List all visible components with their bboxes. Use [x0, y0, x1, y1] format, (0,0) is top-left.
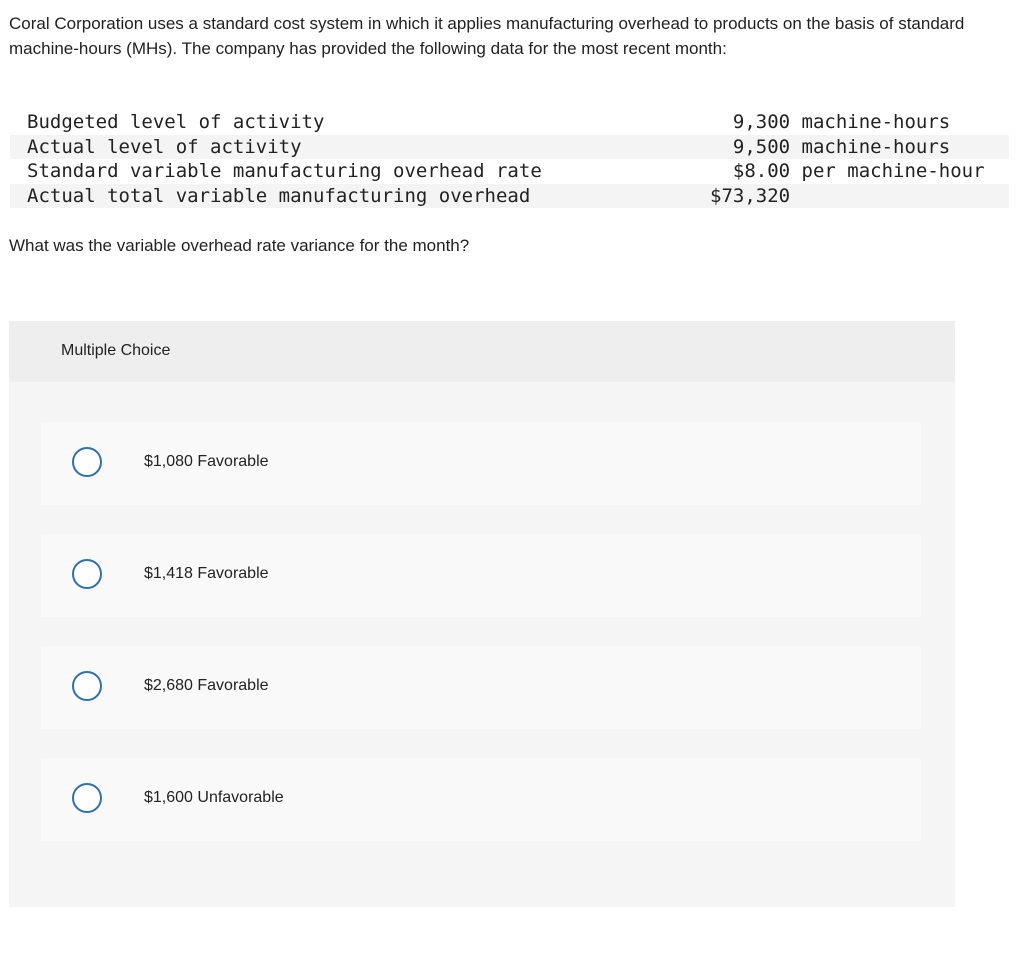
answer-option-3[interactable]: [41, 646, 921, 729]
question-intro: Coral Corporation uses a standard cost system in which it applies manufacturing overhead to products on the basis of standard machine-hours (MHs). The company has provided the following data for the most recent month:: [9, 14, 965, 58]
answer-option-label: $1,600 Unfavorable: [144, 789, 284, 806]
data-label: Standard variable manufacturing overhead rate: [27, 160, 542, 182]
data-row-standard-rate: [10, 159, 1009, 184]
data-row-actual-activity: [10, 135, 1009, 160]
data-label: Actual level of activity: [27, 135, 302, 158]
multiple-choice-title: Multiple Choice: [61, 342, 171, 359]
radio-button-icon[interactable]: [72, 447, 102, 477]
question-prompt: What was the variable overhead rate variance for the month?: [9, 236, 470, 255]
answer-option-2[interactable]: [41, 534, 921, 617]
answer-option-label: $2,680 Favorable: [144, 677, 269, 694]
radio-button-icon[interactable]: [72, 559, 102, 589]
data-value: $8.00 per machine-hour: [710, 160, 985, 182]
answer-option-1[interactable]: [41, 422, 921, 505]
data-table: [10, 110, 1009, 208]
radio-button-icon[interactable]: [72, 783, 102, 813]
data-value: $73,320: [710, 184, 791, 207]
data-label: Budgeted level of activity: [27, 111, 325, 133]
answer-option-label: $1,418 Favorable: [144, 565, 269, 582]
data-label: Actual total variable manufacturing overhead: [27, 184, 531, 207]
answer-option-label: $1,080 Favorable: [144, 453, 269, 470]
data-row-budgeted-activity: [10, 110, 1009, 135]
multiple-choice-header: [9, 321, 955, 382]
radio-button-icon[interactable]: [72, 671, 102, 701]
data-value: 9,500 machine-hours: [710, 135, 951, 158]
data-row-actual-overhead: [10, 184, 1009, 209]
data-value: 9,300 machine-hours: [710, 111, 951, 133]
answer-option-4[interactable]: [41, 758, 921, 841]
multiple-choice-panel: [9, 321, 955, 907]
